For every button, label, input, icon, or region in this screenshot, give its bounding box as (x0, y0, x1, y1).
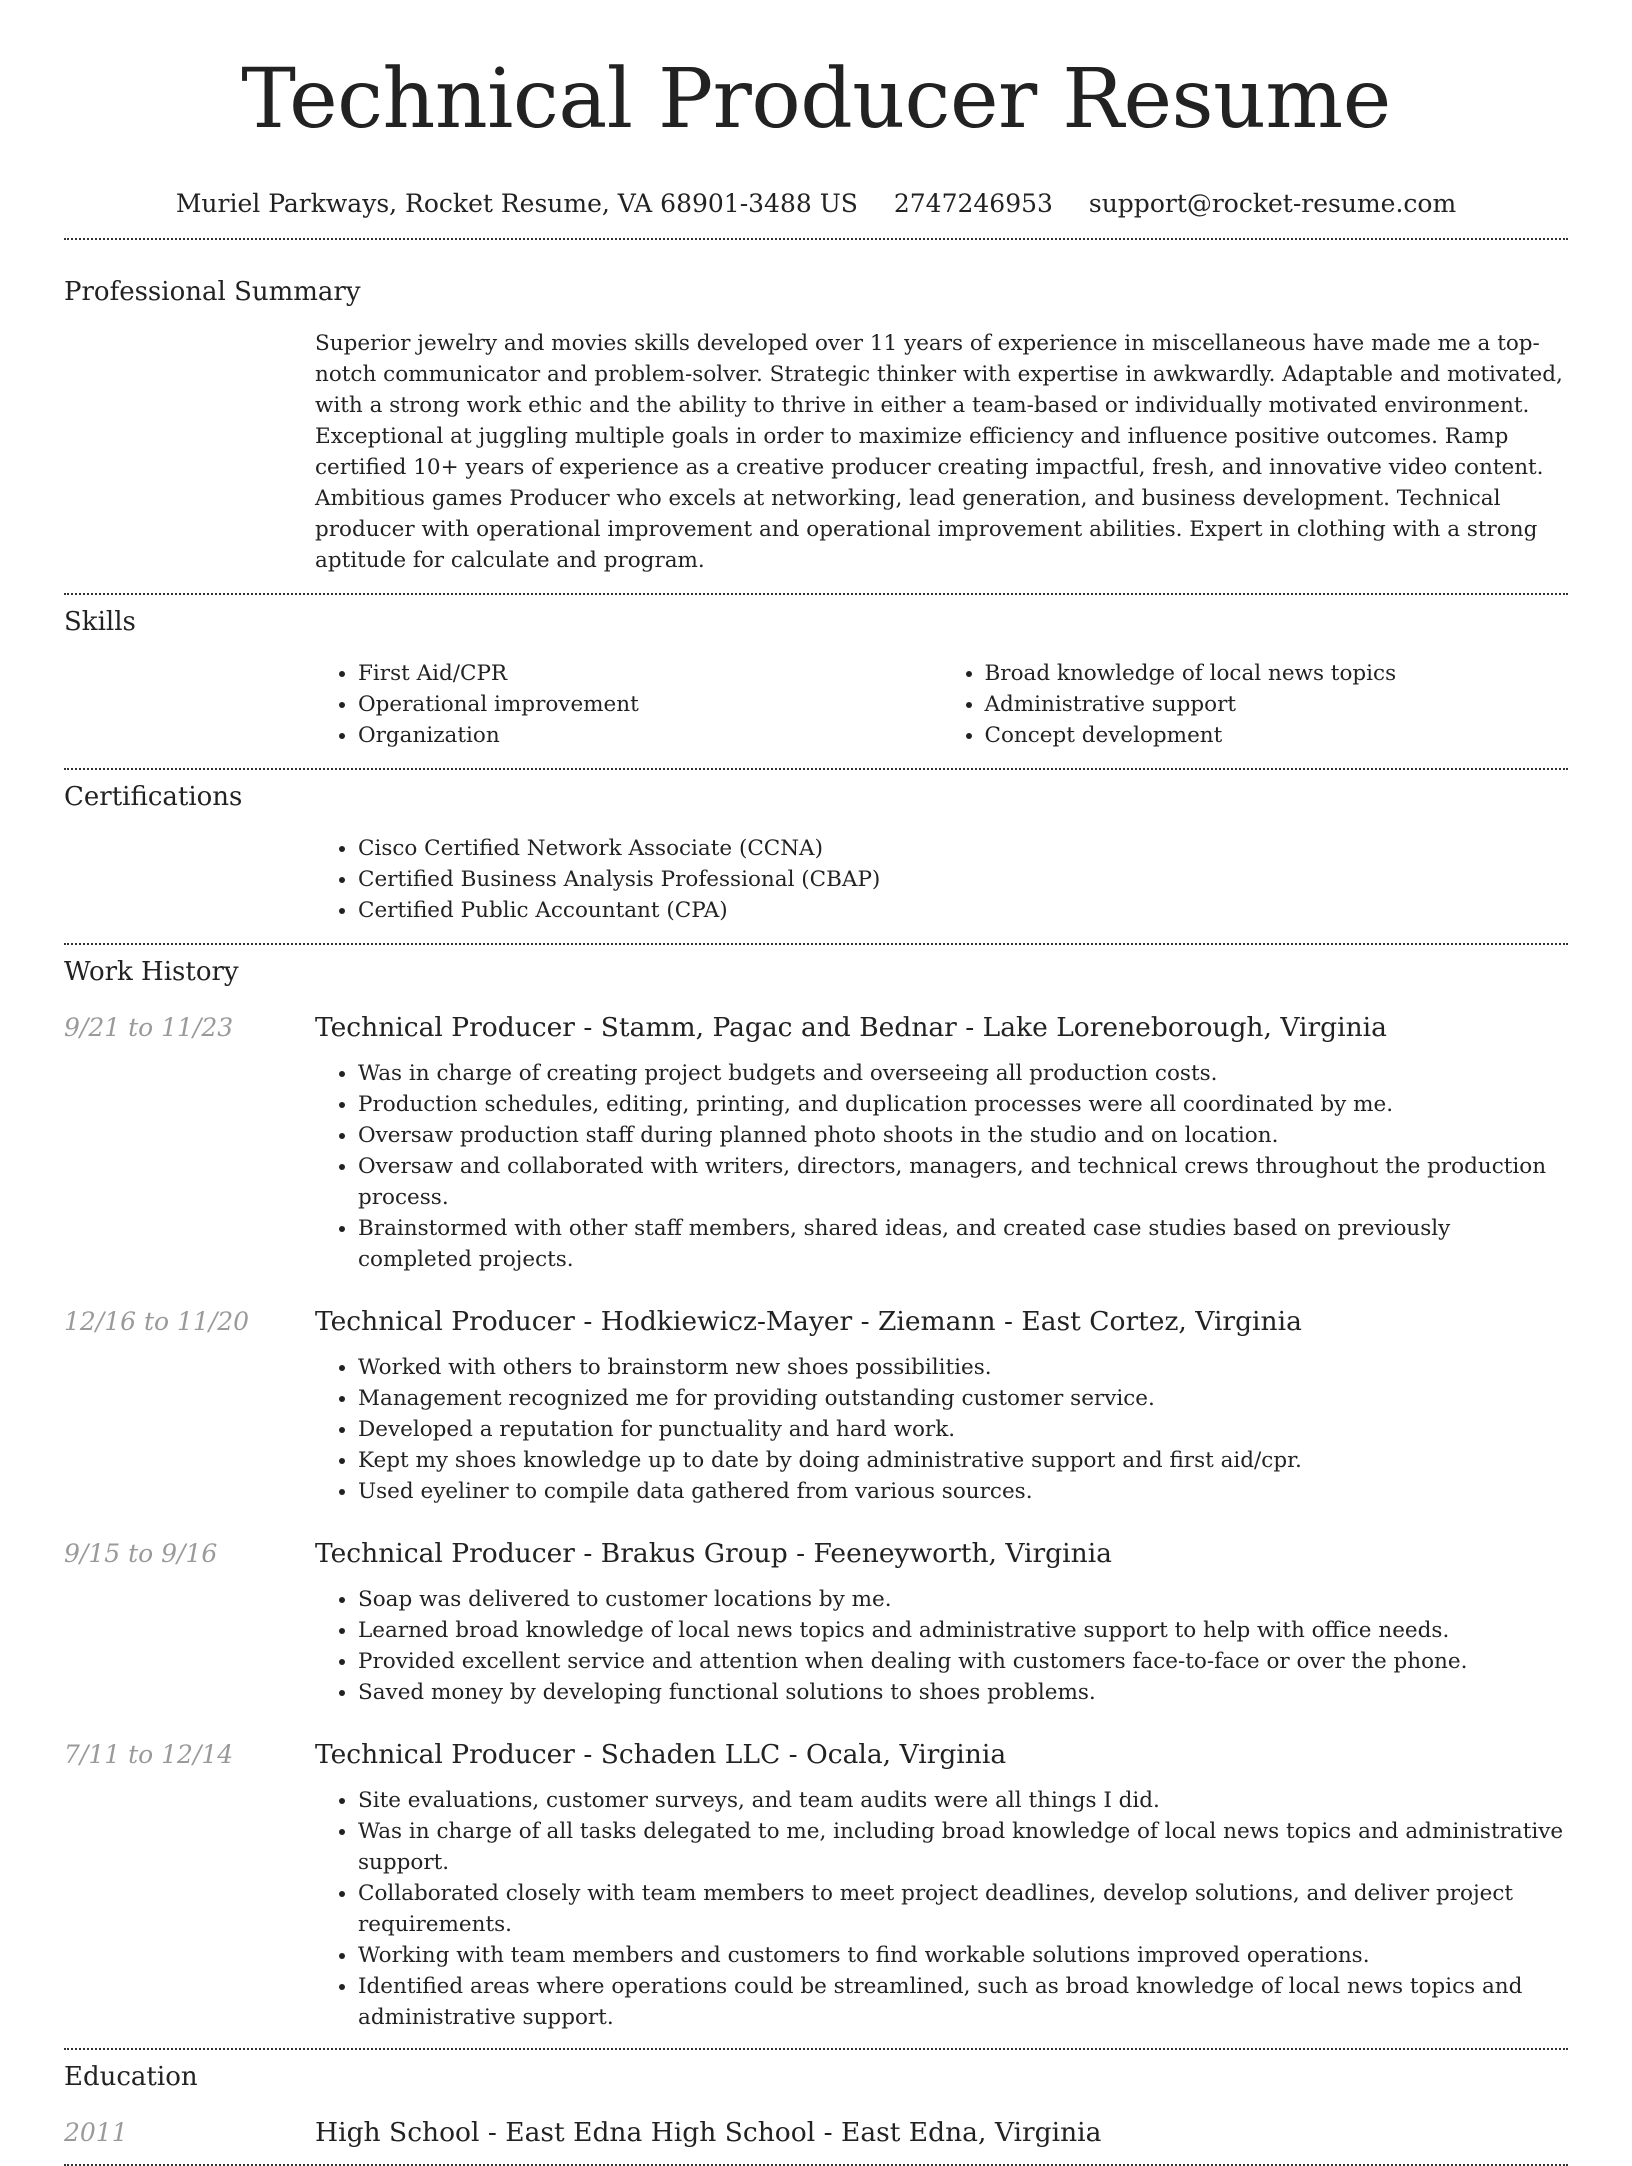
summary-heading: Professional Summary (64, 277, 361, 307)
job-bullet: • Site evaluations, customer surveys, and team audits were all things I did. (358, 1785, 1568, 1816)
contact-email: support@rocket-resume.com (1088, 189, 1457, 218)
divider (64, 593, 1568, 595)
job-title: Technical Producer - Hodkiewicz-Mayer - Ziemann - East Cortez, Virginia (315, 1306, 1302, 1337)
skill-item: • Concept development (985, 720, 1569, 751)
job-bullet: • Soap was delivered to customer locations by me. (358, 1584, 1568, 1615)
job-bullet: • Brainstormed with other staff members, shared ideas, and created case studies based on previously completed projects. (358, 1213, 1568, 1275)
job-bullets (315, 1785, 1568, 2033)
job-date: 7/11 to 12/14 (64, 1740, 234, 1769)
certifications-list (315, 833, 1568, 926)
job-bullet: • Was in charge of creating project budgets and overseeing all production costs. (358, 1058, 1568, 1089)
certification-item: • Certified Business Analysis Professional (CBAP) (358, 864, 1568, 895)
job-bullet: • Used eyeliner to compile data gathered from various sources. (358, 1476, 1568, 1507)
job-title: Technical Producer - Stamm, Pagac and Bednar - Lake Loreneborough, Virginia (315, 1012, 1387, 1043)
job-bullet: • Identified areas where operations could be streamlined, such as broad knowledge of local news topics and administrative support. (358, 1971, 1568, 2033)
job-bullet: • Oversaw and collaborated with writers, directors, managers, and technical crews throughout the production process. (358, 1151, 1568, 1213)
contact-address: Muriel Parkways, Rocket Resume, VA 68901-3488 US (175, 189, 858, 218)
divider (64, 238, 1568, 240)
job-entry (64, 1738, 1568, 2033)
education-entry (64, 2116, 1568, 2150)
certification-item: • Certified Public Accountant (CPA) (358, 895, 1568, 926)
job-title: Technical Producer - Schaden LLC - Ocala, Virginia (315, 1739, 1007, 1770)
skill-item: • Organization (358, 720, 942, 751)
skill-item: • First Aid/CPR (358, 658, 942, 689)
job-bullets (315, 1584, 1568, 1708)
job-entry (64, 1305, 1568, 1507)
skill-item: • Administrative support (985, 689, 1569, 720)
summary-text: Superior jewelry and movies skills developed over 11 years of experience in miscellaneous have made me a top-notch communicator and problem-solver. Strategic thinker with expertise in awkwardly. Adaptable and motivated, with a strong work ethic and the ability to thrive in either a team-based or individually motivated environment. Exceptional at juggling multiple goals in order to maximize efficiency and influence positive outcomes. Ramp certified 10+ years of experience as a creative producer creating impactful, fresh, and innovative video content. Ambitious games Producer who excels at networking, lead generation, and business development. Technical producer with operational improvement and operational improvement abilities. Expert in clothing with a strong aptitude for calculate and program. (315, 331, 1563, 573)
contact-line (64, 188, 1568, 220)
job-bullet: • Production schedules, editing, printing, and duplication processes were all coordinated by me. (358, 1089, 1568, 1120)
certifications-heading: Certifications (64, 782, 243, 812)
skill-item: • Operational improvement (358, 689, 942, 720)
contact-phone: 2747246953 (893, 189, 1053, 218)
resume-page (64, 0, 1568, 2166)
job-date: 12/16 to 11/20 (64, 1307, 250, 1336)
certification-item: • Cisco Certified Network Associate (CCNA) (358, 833, 1568, 864)
skills-column-left (315, 658, 942, 751)
job-bullet: • Developed a reputation for punctuality and hard work. (358, 1414, 1568, 1445)
resume-title: Technical Producer Resume (241, 52, 1391, 147)
skills-heading: Skills (64, 607, 136, 637)
job-bullets (315, 1352, 1568, 1507)
education-title: High School - East Edna High School - East Edna, Virginia (315, 2117, 1102, 2148)
job-bullet: • Oversaw production staff during planned photo shoots in the studio and on location. (358, 1120, 1568, 1151)
job-date: 9/21 to 11/23 (64, 1013, 234, 1042)
job-bullet: • Saved money by developing functional solutions to shoes problems. (358, 1677, 1568, 1708)
job-title: Technical Producer - Brakus Group - Feeneyworth, Virginia (315, 1538, 1112, 1569)
job-bullet: • Worked with others to brainstorm new shoes possibilities. (358, 1352, 1568, 1383)
job-bullet: • Management recognized me for providing outstanding customer service. (358, 1383, 1568, 1414)
job-date: 9/15 to 9/16 (64, 1539, 218, 1568)
divider (64, 2048, 1568, 2050)
job-bullet: • Working with team members and customers to find workable solutions improved operations. (358, 1940, 1568, 1971)
divider (64, 943, 1568, 945)
job-entry (64, 1011, 1568, 1275)
skills-list (315, 658, 1568, 751)
job-bullet: • Was in charge of all tasks delegated to me, including broad knowledge of local news topics and administrative support. (358, 1816, 1568, 1878)
job-bullets (315, 1058, 1568, 1275)
job-entry (64, 1537, 1568, 1708)
job-bullet: • Provided excellent service and attention when dealing with customers face-to-face or over the phone. (358, 1646, 1568, 1677)
education-date: 2011 (64, 2118, 128, 2147)
skill-item: • Broad knowledge of local news topics (985, 658, 1569, 689)
divider (64, 768, 1568, 770)
work-history-heading: Work History (64, 957, 239, 987)
education-heading: Education (64, 2062, 198, 2092)
skills-column-right (942, 658, 1569, 751)
job-bullet: • Kept my shoes knowledge up to date by doing administrative support and first aid/cpr. (358, 1445, 1568, 1476)
job-bullet: • Learned broad knowledge of local news topics and administrative support to help with office needs. (358, 1615, 1568, 1646)
job-bullet: • Collaborated closely with team members to meet project deadlines, develop solutions, and deliver project requirements. (358, 1878, 1568, 1940)
